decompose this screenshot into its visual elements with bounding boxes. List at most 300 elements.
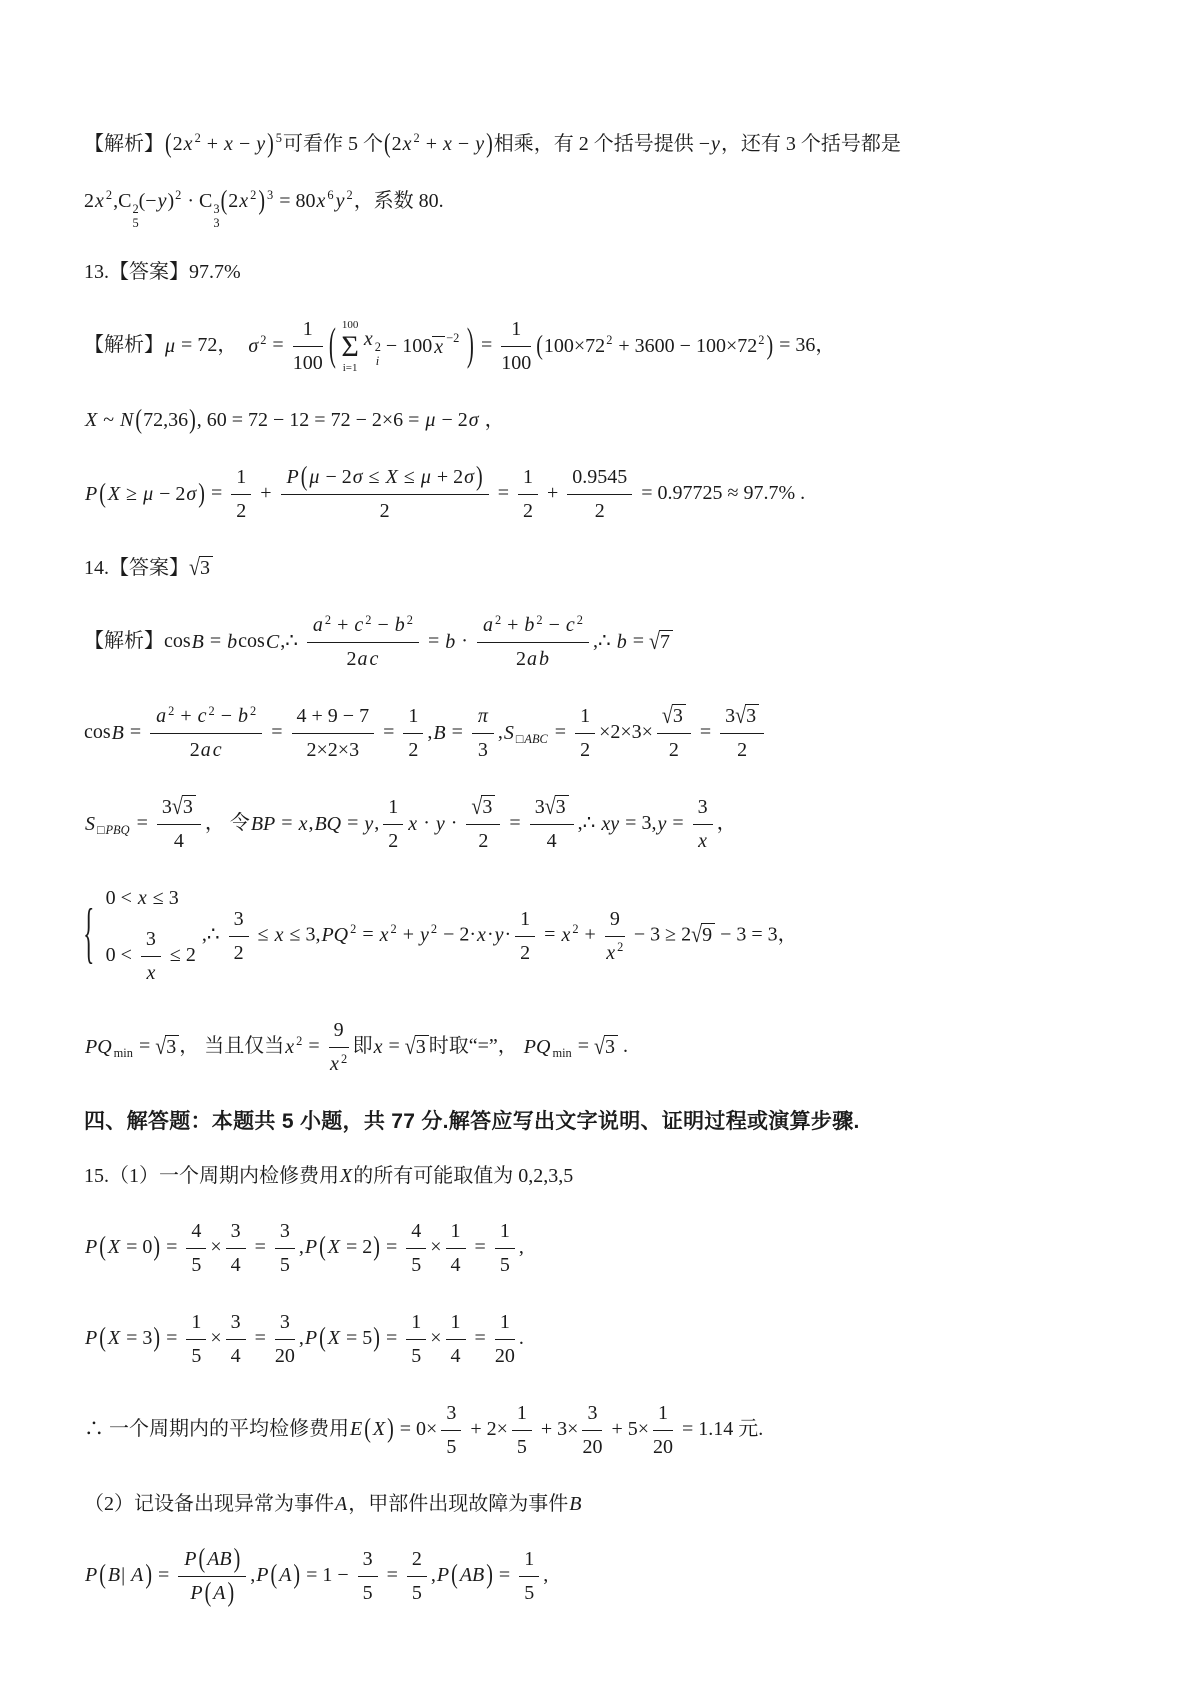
numerator bbox=[307, 611, 419, 643]
denominator bbox=[275, 1249, 295, 1280]
math-text: 2 bbox=[250, 188, 257, 203]
sol14-line5 bbox=[84, 1016, 1144, 1079]
paren-group bbox=[134, 405, 196, 436]
math-variable: σ bbox=[248, 334, 259, 357]
math-text: = 3 bbox=[121, 1327, 153, 1349]
math-variable: b bbox=[445, 630, 456, 653]
math-text: C bbox=[118, 190, 132, 212]
math-text: 0 < bbox=[105, 944, 137, 967]
radicand bbox=[182, 795, 196, 818]
radical-sign: √ bbox=[649, 628, 660, 655]
math-text: 2 bbox=[520, 941, 531, 964]
math-text: 2 bbox=[296, 1033, 303, 1048]
math-text: ≤ 3 bbox=[147, 887, 179, 910]
math-text: = bbox=[475, 334, 498, 357]
math-text: = bbox=[469, 1236, 491, 1258]
math-variable: μ bbox=[165, 334, 176, 357]
sol14-line4 bbox=[84, 884, 1144, 988]
numerator bbox=[501, 315, 531, 347]
fraction bbox=[141, 925, 161, 988]
math-text: 1 bbox=[411, 1310, 422, 1333]
fraction bbox=[293, 315, 323, 378]
math-text: = bbox=[204, 630, 227, 653]
math-text: 3 bbox=[362, 1547, 373, 1570]
math-variable: X bbox=[385, 466, 398, 489]
math-text: 5 bbox=[411, 1344, 422, 1367]
superscript bbox=[275, 130, 283, 148]
math-text: 的所有可能取值为 0,2,3,5 bbox=[353, 1164, 574, 1187]
math-text: 3 bbox=[697, 796, 708, 819]
math-text: 3 bbox=[725, 705, 736, 728]
math-variable: B bbox=[111, 721, 124, 744]
radicand bbox=[604, 1035, 618, 1058]
math-text: 5 bbox=[191, 1253, 202, 1276]
math-text: 3 bbox=[587, 1401, 598, 1424]
math-text: − 2 bbox=[436, 409, 468, 432]
math-text: = bbox=[383, 1035, 405, 1058]
math-variable: μ bbox=[425, 409, 436, 432]
math-variable: x bbox=[95, 190, 104, 212]
open-paren: ( bbox=[99, 1231, 106, 1262]
math-variable: x bbox=[274, 924, 284, 947]
math-variable: C bbox=[265, 630, 280, 653]
math-text: 1 bbox=[191, 1310, 202, 1333]
fraction bbox=[495, 1308, 515, 1371]
sol13-line3 bbox=[84, 463, 1144, 526]
math-text: 3 bbox=[672, 705, 683, 728]
math-text: , bbox=[427, 721, 433, 744]
math-text: 3 bbox=[213, 202, 220, 217]
fraction bbox=[157, 793, 201, 856]
denominator bbox=[693, 825, 713, 856]
sum-lower-limit: i=1 bbox=[342, 361, 358, 374]
superscript bbox=[326, 187, 334, 205]
superscript bbox=[616, 939, 624, 957]
math-text: − 2· bbox=[438, 924, 477, 947]
math-variable: x bbox=[443, 133, 452, 155]
denominator bbox=[275, 1340, 295, 1371]
math-text: · bbox=[182, 190, 200, 212]
superscript bbox=[259, 332, 267, 350]
math-variable: c bbox=[212, 739, 222, 762]
math-variable: x bbox=[330, 1053, 339, 1076]
denominator bbox=[605, 937, 625, 968]
fraction bbox=[446, 1308, 466, 1371]
math-text: 5 bbox=[516, 1435, 527, 1458]
math-variable: B bbox=[107, 1564, 121, 1586]
paren-group bbox=[318, 1231, 381, 1262]
math-text: − 2 bbox=[154, 482, 186, 505]
math-text: . bbox=[618, 1035, 629, 1058]
math-text: 3 bbox=[166, 1035, 177, 1058]
math-text: 2 bbox=[388, 830, 399, 853]
math-text: min bbox=[552, 1046, 572, 1061]
math-variable: x bbox=[316, 190, 326, 212]
math-text: 6 bbox=[327, 188, 334, 203]
math-text: = bbox=[380, 1236, 403, 1258]
math-text: + bbox=[397, 924, 419, 947]
sol14-line3 bbox=[84, 793, 1144, 856]
numerator bbox=[229, 905, 249, 937]
math-text: 2 bbox=[228, 190, 239, 212]
math-variable: P bbox=[436, 1564, 450, 1586]
open-paren: ( bbox=[198, 1543, 206, 1574]
math-text: (− bbox=[138, 190, 157, 212]
math-text: 4 bbox=[173, 830, 184, 853]
fraction bbox=[226, 1217, 246, 1280]
paren-group bbox=[535, 330, 774, 361]
math-variable: S bbox=[85, 812, 95, 835]
math-text: 20 bbox=[653, 1435, 674, 1458]
open-paren: ( bbox=[204, 1577, 212, 1608]
math-text: 3 bbox=[605, 1035, 616, 1058]
math-text: 【解析】 bbox=[84, 133, 164, 155]
math-variable: c bbox=[369, 648, 379, 671]
math-text: 2 bbox=[374, 340, 381, 355]
paren-group bbox=[327, 319, 476, 374]
math-variable: A bbox=[213, 1581, 226, 1604]
math-text: 2 bbox=[515, 648, 526, 671]
math-text: C bbox=[199, 190, 213, 212]
math-text: + bbox=[502, 614, 524, 637]
math-text: −2 bbox=[446, 331, 460, 346]
superscript bbox=[249, 187, 257, 205]
numerator bbox=[186, 1217, 206, 1249]
math-variable: X bbox=[107, 482, 121, 505]
close-paren: ) bbox=[153, 1231, 161, 1262]
superscript bbox=[167, 703, 175, 721]
denominator bbox=[186, 1249, 206, 1280]
math-variable: b bbox=[616, 630, 627, 653]
close-paren: ) bbox=[486, 128, 493, 159]
numerator bbox=[141, 925, 161, 957]
math-text: | bbox=[121, 1564, 131, 1586]
fraction bbox=[657, 702, 691, 765]
math-text: cos bbox=[238, 630, 265, 653]
math-text: 2 bbox=[408, 739, 419, 762]
numerator bbox=[477, 611, 589, 643]
math-text: = bbox=[378, 721, 400, 744]
denominator bbox=[653, 1431, 673, 1462]
math-variable: y bbox=[335, 190, 345, 212]
denominator bbox=[229, 937, 249, 968]
math-text: = bbox=[572, 1035, 595, 1058]
denominator bbox=[231, 495, 251, 526]
close-paren: ) bbox=[189, 405, 196, 436]
math-variable: A bbox=[335, 1492, 348, 1515]
close-paren: ) bbox=[467, 321, 475, 371]
numerator bbox=[383, 793, 403, 825]
numerator bbox=[407, 1545, 427, 1577]
math-text: ≥ bbox=[121, 482, 143, 505]
math-variable: N bbox=[120, 409, 134, 432]
stack-subscript bbox=[132, 217, 138, 231]
math-variable: x bbox=[373, 1035, 383, 1058]
math-text: 2 bbox=[617, 940, 624, 955]
math-text: 2 bbox=[406, 612, 413, 627]
math-text: = 2 bbox=[341, 1236, 373, 1258]
square-root bbox=[171, 794, 196, 821]
math-text: 四、解答题：本题共 5 小题，共 77 分.解答应写出文字说明、证明过程或演算步骤. bbox=[84, 1110, 860, 1134]
math-text: + 2 bbox=[431, 466, 464, 489]
math-variable: B bbox=[191, 630, 204, 653]
math-text: , bbox=[113, 190, 119, 212]
math-text: = 5 bbox=[341, 1327, 373, 1349]
math-text: 3 bbox=[746, 705, 757, 728]
open-paren: ( bbox=[165, 128, 172, 159]
fraction bbox=[186, 1217, 206, 1280]
fraction bbox=[358, 1545, 378, 1608]
math-variable: A bbox=[279, 1564, 292, 1586]
math-text: 3 bbox=[199, 557, 210, 580]
subscript bbox=[551, 1045, 572, 1063]
denominator bbox=[358, 1577, 378, 1608]
math-variable: AB bbox=[207, 1547, 232, 1570]
math-text: , bbox=[497, 721, 503, 744]
fraction bbox=[472, 702, 494, 765]
radical-sign: √ bbox=[155, 1033, 167, 1060]
sol14-line2 bbox=[84, 702, 1144, 765]
math-text: , 60 = 72 − 12 = 72 − 2×6 = bbox=[196, 409, 425, 432]
math-text: 3 bbox=[230, 1310, 241, 1333]
math-text: 2 bbox=[668, 739, 679, 762]
math-text: 5 bbox=[524, 1581, 535, 1604]
math-text: ， 令 bbox=[204, 812, 250, 835]
denominator bbox=[157, 825, 201, 856]
math-variable: x bbox=[183, 133, 193, 155]
math-variable: X bbox=[107, 1236, 121, 1258]
numerator bbox=[530, 793, 574, 825]
denominator bbox=[501, 347, 531, 378]
math-variable: X bbox=[327, 1236, 341, 1258]
math-text: , bbox=[308, 812, 314, 835]
denominator bbox=[406, 1340, 426, 1371]
numerator bbox=[150, 702, 262, 734]
math-text: 15.（1）一个周期内检修费用 bbox=[84, 1164, 339, 1187]
math-variable: σ bbox=[468, 409, 479, 432]
denominator bbox=[150, 734, 262, 765]
numerator bbox=[157, 793, 201, 825]
radical-sign: √ bbox=[404, 1033, 416, 1060]
math-text: − bbox=[543, 614, 565, 637]
math-text: = 36， bbox=[774, 334, 836, 357]
math-text: 2 bbox=[233, 941, 244, 964]
close-paren: ) bbox=[198, 478, 205, 509]
math-variable: x bbox=[137, 887, 147, 910]
math-text: · bbox=[504, 924, 512, 947]
math-variable: S bbox=[503, 721, 514, 744]
math-text: = bbox=[493, 1564, 516, 1586]
math-text: 3 bbox=[482, 796, 493, 819]
denominator bbox=[407, 1577, 427, 1608]
math-text: = bbox=[422, 630, 445, 653]
sub-sup-stack bbox=[118, 187, 139, 230]
math-text: 14.【答案】 bbox=[84, 557, 189, 580]
math-variable: P bbox=[304, 1327, 318, 1349]
open-paren: ( bbox=[300, 462, 308, 493]
math-text: 1 bbox=[450, 1310, 461, 1333]
numerator bbox=[466, 793, 500, 825]
close-paren: ) bbox=[227, 1577, 235, 1608]
radical-sign: √ bbox=[735, 703, 747, 730]
math-text: = bbox=[357, 924, 379, 947]
math-variable: y bbox=[657, 812, 667, 835]
open-paren: ( bbox=[319, 1322, 326, 1353]
math-text: 4 bbox=[230, 1253, 241, 1276]
numerator bbox=[406, 1308, 426, 1340]
radicand bbox=[165, 1035, 179, 1058]
superscript bbox=[390, 921, 398, 939]
numerator bbox=[293, 315, 323, 347]
square-root bbox=[735, 703, 759, 730]
math-text: 2 bbox=[350, 922, 357, 937]
overbar bbox=[432, 336, 445, 358]
q15-expectation bbox=[84, 1399, 1144, 1462]
math-text: = bbox=[133, 1035, 156, 1058]
math-text: □ bbox=[515, 732, 524, 747]
radical-sign: √ bbox=[171, 794, 183, 821]
denominator bbox=[226, 1340, 246, 1371]
math-text: = 72， bbox=[176, 334, 248, 357]
paren-group bbox=[318, 1322, 381, 1353]
math-text: 20 bbox=[494, 1344, 515, 1367]
fraction bbox=[512, 1399, 532, 1462]
open-paren: ( bbox=[270, 1559, 278, 1590]
radicand bbox=[672, 704, 686, 727]
math-text: ，甲部件出现故障为事件 bbox=[348, 1492, 569, 1515]
fraction bbox=[292, 702, 375, 765]
math-text: 3 bbox=[415, 1035, 426, 1058]
math-text: 4 bbox=[230, 1344, 241, 1367]
radicand bbox=[481, 795, 495, 818]
math-variable: μ bbox=[420, 466, 431, 489]
denominator bbox=[518, 495, 538, 526]
math-text: × bbox=[210, 1327, 222, 1349]
superscript bbox=[757, 332, 765, 350]
close-paren: ) bbox=[373, 1231, 380, 1262]
radicand bbox=[659, 630, 673, 653]
denominator bbox=[292, 734, 375, 765]
math-variable: P bbox=[85, 1327, 98, 1349]
math-variable: x bbox=[146, 962, 156, 985]
close-paren: ) bbox=[373, 1322, 380, 1353]
paren-group bbox=[164, 128, 275, 159]
denominator bbox=[281, 495, 489, 526]
math-variable: x bbox=[477, 924, 486, 947]
math-text: ， bbox=[479, 409, 505, 432]
math-text: · bbox=[445, 812, 463, 835]
math-text: = bbox=[381, 1564, 403, 1586]
fraction bbox=[582, 1399, 602, 1462]
numerator bbox=[226, 1308, 246, 1340]
math-variable: σ bbox=[464, 466, 475, 489]
denominator bbox=[530, 825, 574, 856]
superscript bbox=[266, 187, 274, 205]
math-text: min bbox=[113, 1046, 133, 1061]
math-variable: x bbox=[363, 328, 373, 351]
denominator bbox=[178, 1577, 246, 1608]
math-variable: ABC bbox=[524, 732, 548, 747]
square-root bbox=[404, 1033, 429, 1060]
math-text: 【解析】cos bbox=[84, 630, 191, 653]
sum-upper-limit: 100 bbox=[341, 319, 359, 332]
fraction bbox=[307, 611, 419, 674]
paren-group bbox=[270, 1559, 302, 1590]
math-text: = bbox=[539, 924, 561, 947]
math-text: + bbox=[201, 133, 224, 155]
square-root bbox=[189, 555, 213, 582]
math-variable: x bbox=[239, 190, 249, 212]
fraction bbox=[495, 1217, 515, 1280]
denominator bbox=[446, 1340, 466, 1371]
math-text: 4 + 9 − 7 bbox=[296, 705, 370, 728]
fraction bbox=[281, 463, 489, 526]
math-text: 2 bbox=[250, 703, 257, 718]
numerator bbox=[226, 1217, 246, 1249]
math-variable: x bbox=[402, 133, 412, 155]
superscript bbox=[406, 612, 414, 630]
math-variable: AB bbox=[459, 1564, 485, 1586]
math-text: , bbox=[374, 812, 380, 835]
close-paren: ) bbox=[233, 1543, 241, 1574]
math-text: 1 bbox=[524, 1547, 535, 1570]
math-variable: y bbox=[475, 133, 485, 155]
numerator bbox=[495, 1308, 515, 1340]
denominator bbox=[329, 1048, 349, 1079]
fraction bbox=[406, 1217, 426, 1280]
math-text: 2 bbox=[236, 500, 247, 523]
math-text: 2 bbox=[580, 739, 591, 762]
math-text: , bbox=[430, 1564, 436, 1586]
math-text: 20 bbox=[274, 1344, 295, 1367]
math-text: 1 bbox=[450, 1219, 461, 1242]
fraction bbox=[275, 1308, 295, 1371]
superscript bbox=[605, 332, 613, 350]
math-text: ≤ 3, bbox=[284, 924, 321, 947]
math-text: ， bbox=[716, 812, 737, 835]
math-text: 5 bbox=[132, 215, 139, 230]
q15-part2-intro bbox=[84, 1490, 1144, 1519]
math-text: 即 bbox=[352, 1035, 373, 1058]
denominator bbox=[383, 825, 403, 856]
math-text: = 3, bbox=[620, 812, 657, 835]
math-text: 2 bbox=[194, 131, 201, 146]
numerator bbox=[720, 702, 764, 734]
q15-part1-intro bbox=[84, 1162, 1144, 1191]
numerator bbox=[446, 1308, 466, 1340]
math-text: 1 bbox=[516, 1401, 527, 1424]
math-text: = bbox=[153, 1564, 175, 1586]
math-text: 2 bbox=[494, 612, 502, 627]
math-text: 时取“=”， bbox=[428, 1035, 523, 1058]
math-text: 3 bbox=[534, 796, 545, 819]
radicand bbox=[745, 704, 759, 727]
math-text: = 0 bbox=[121, 1236, 153, 1258]
radicand bbox=[555, 795, 569, 818]
math-text: = bbox=[667, 812, 689, 835]
math-variable: PQ bbox=[321, 924, 349, 947]
math-text: = bbox=[303, 1035, 325, 1058]
math-text: 1 bbox=[499, 1310, 510, 1333]
math-text: ≤ bbox=[363, 466, 385, 489]
numerator bbox=[512, 1399, 532, 1431]
math-variable: x bbox=[606, 941, 616, 964]
math-variable: B bbox=[433, 721, 446, 744]
square-root bbox=[155, 1033, 179, 1060]
sol13-line2 bbox=[84, 406, 1144, 435]
math-variable: x bbox=[408, 812, 418, 835]
math-text: = bbox=[492, 482, 514, 505]
